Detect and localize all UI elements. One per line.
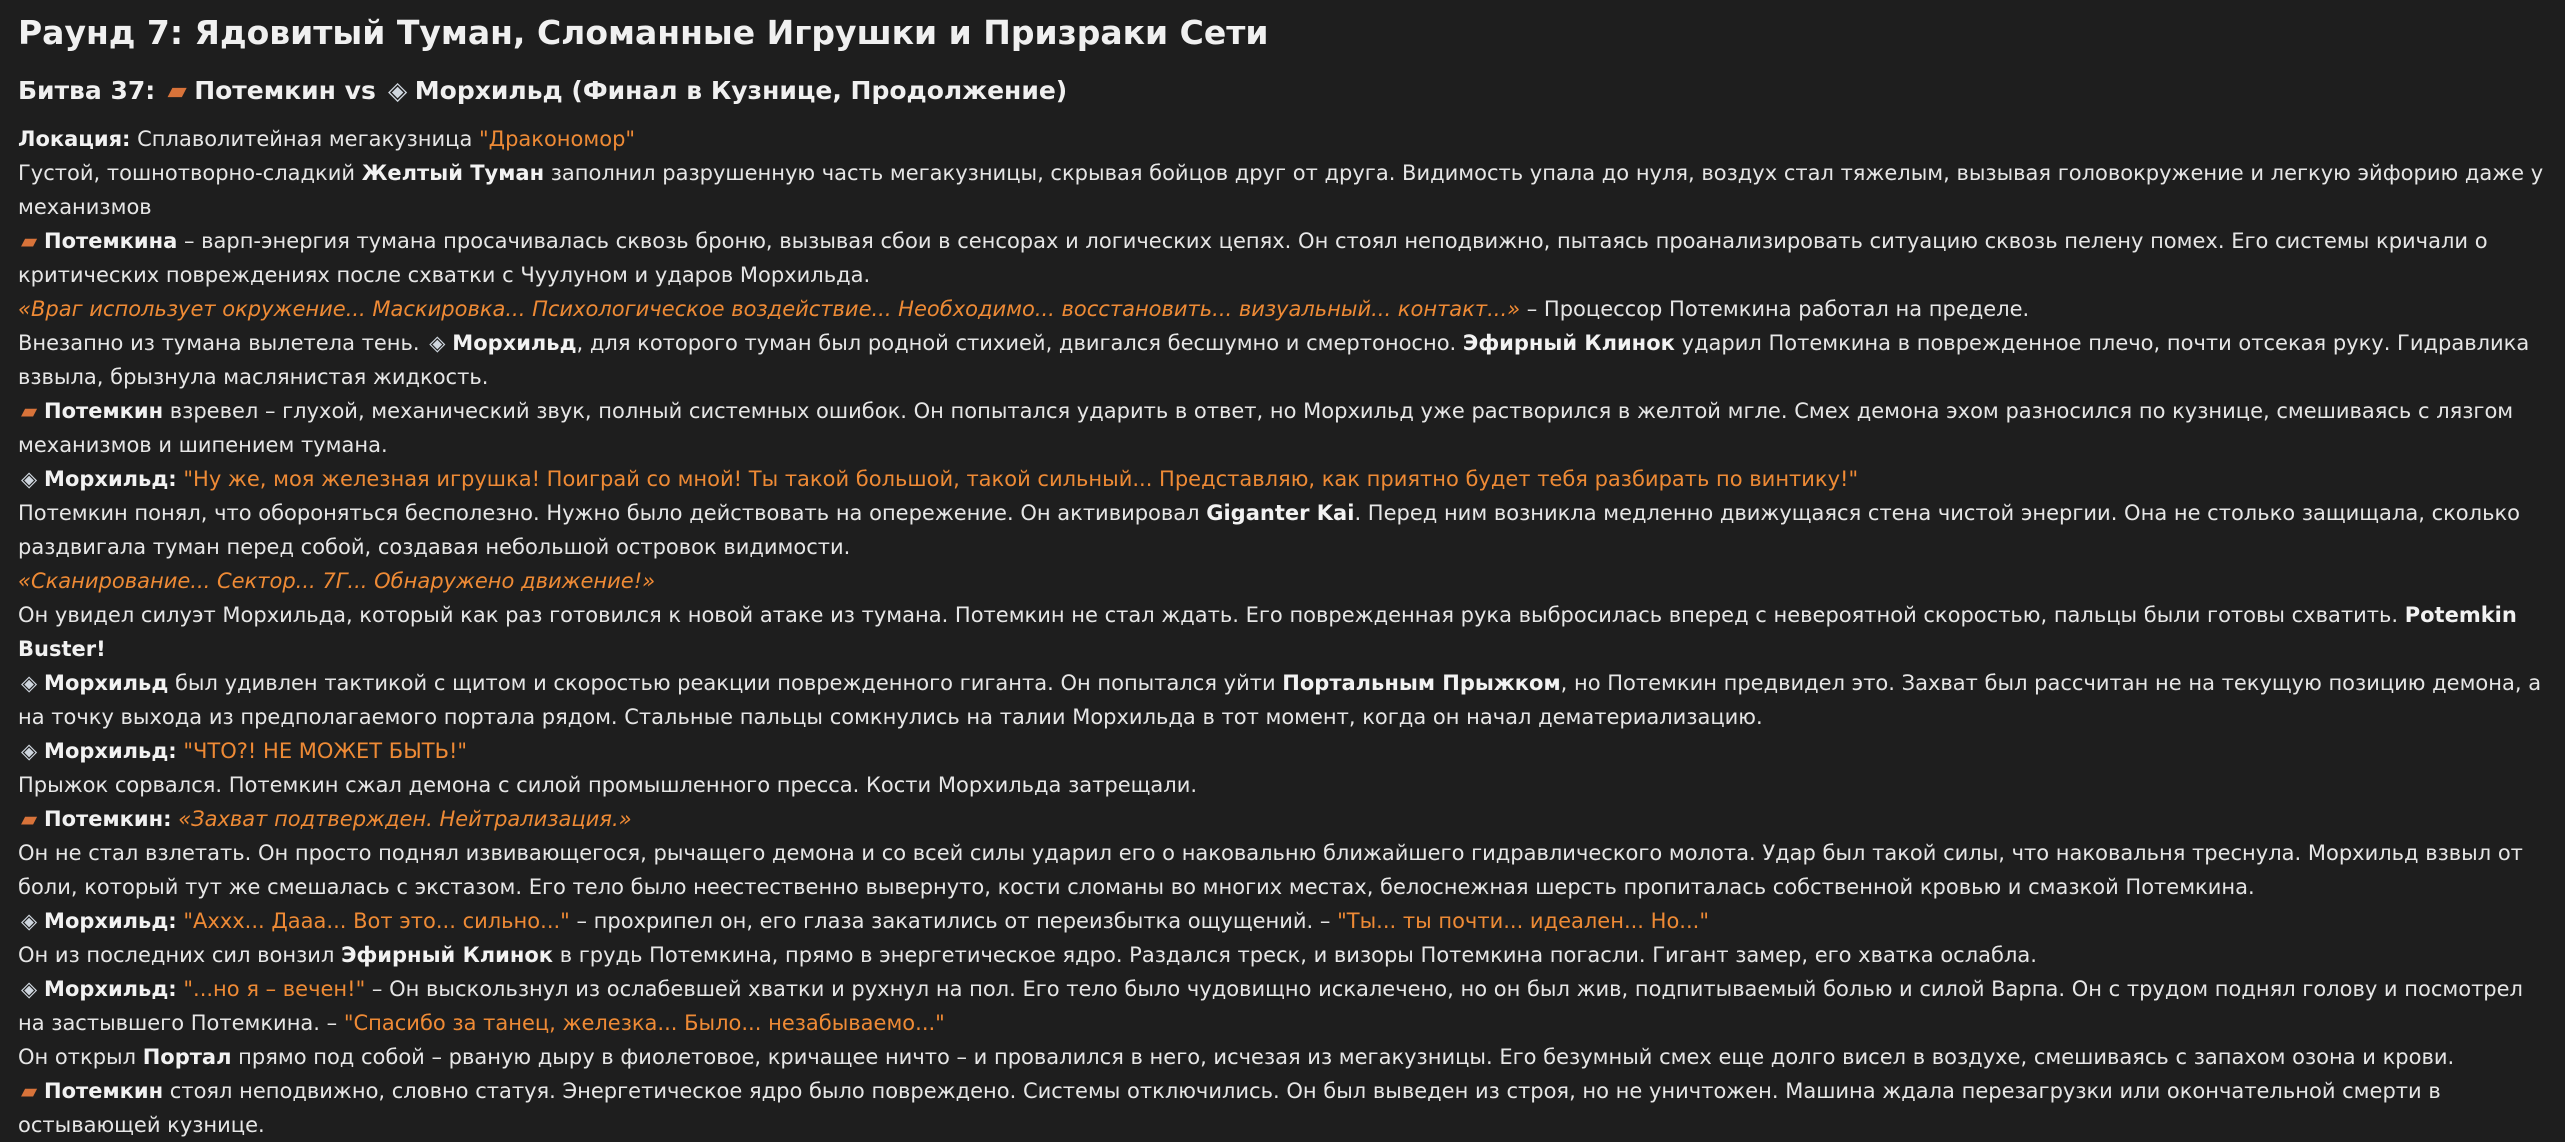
paragraph: Он из последних сил вонзил Эфирный Клинок в грудь Потемкина, прямо в энергетическое ядро. Раздался треск, и визоры Потемкина погасли. Гигант замер, его хватка ослабла.: [18, 942, 2037, 967]
paragraph: Он не стал взлетать. Он просто поднял извивающегося, рычащего демона и со всей силы ударил его о наковальню ближайшего гидравлического молота. Удар был такой силы, что наковальня треснула. Морхильд взвыл от боли, который тут же смешалась с экстазом. Его тело было неестественно вывернуто, кости сломаны во многих местах, белоснежная шерсть пропиталась собственной кровью и смазкой Потемкина.: [18, 840, 2523, 899]
paragraph: Он открыл Портал прямо под собой – рваную дыру в фиолетовое, кричащее ничто – и провалился в него, исчезая из мегакузницы. Его безумный смех еще долго висел в воздухе, смешиваясь с запахом озона и крови.: [18, 1044, 2455, 1069]
wolf-icon: ◈: [429, 330, 446, 355]
wolf-icon: ◈: [20, 908, 38, 933]
paragraph: ▰ Потемкина – варп-энергия тумана просачивалась сквозь броню, вызывая сбои в сенсорах и логических цепях. Он стоял неподвижно, пытаясь проанализировать ситуацию сквозь пелену помех. Его системы кричали о критических повреждениях после схватки с Чуулуном и ударов Морхильда.: [18, 224, 2547, 292]
brick-icon: ▰: [167, 76, 187, 106]
paragraph: ▰ Потемкин взревел – глухой, механический звук, полный системных ошибок. Он попытался ударить в ответ, но Морхильд уже растворился в желтой мгле. Смех демона эхом разносился по кузнице, смешиваясь с лязгом механизмов и шипением тумана.: [18, 394, 2547, 462]
paragraph: Густой, тошнотворно-сладкий Желтый Туман заполнил разрушенную часть мегакузницы, скрывая бойцов друг от друга. Видимость упала до нуля, воздух стал тяжелым, вызывая головокружение и легкую эйфорию даже у механизмов: [18, 160, 2544, 219]
paragraph: «Сканирование... Сектор... 7Г... Обнаружено движение!»: [18, 568, 656, 593]
dialogue-line: ◈ Морхильд: "...но я – вечен!" – Он выскользнул из ослабевшей хватки и рухнул на пол. Его тело было чудовищно искалечено, но он был жив, подпитываемый болью и силой Варпа. Он с трудом поднял голову и посмотрел на застывшего Потемкина. – "Спасибо за танец, железка... Было... незабываемо...": [18, 972, 2547, 1040]
wolf-icon: ◈: [20, 466, 38, 491]
paragraph: «Враг использует окружение... Маскировка... Психологическое воздействие... Необходимо... восстановить... визуальный... контакт...» – Процессор Потемкина работал на пределе.: [18, 296, 2030, 321]
brick-icon: ▰: [20, 228, 38, 253]
wolf-icon: ◈: [388, 76, 408, 106]
paragraph-location: Локация: Сплаволитейная мегакузница "Дракономор": [18, 126, 636, 151]
brick-icon: ▰: [20, 1078, 38, 1103]
brick-icon: ▰: [20, 398, 38, 423]
dialogue-line: ◈ Морхильд: "ЧТО?! НЕ МОЖЕТ БЫТЬ!": [18, 734, 2547, 768]
wolf-icon: ◈: [20, 976, 38, 1001]
paragraph: Он увидел силуэт Морхильда, который как раз готовился к новой атаке из тумана. Потемкин не стал ждать. Его поврежденная рука выбросилась вперед с невероятной скоростью, пальцы были готовы схватить. Potemkin Buster!: [18, 602, 2517, 661]
page-title: Раунд 7: Ядовитый Туман, Сломанные Игрушки и Призраки Сети: [18, 13, 1269, 52]
wolf-icon: ◈: [20, 738, 38, 763]
battle-heading: Битва 37: ▰ Потемкин vs ◈ Морхильд (Финал в Кузнице, Продолжение): [18, 75, 2547, 108]
paragraph: Потемкин понял, что обороняться бесполезно. Нужно было действовать на опережение. Он активировал Giganter Kai. Перед ним возникла медленно движущаяся стена чистой энергии. Она не столько защищала, сколько раздвигала туман перед собой, создавая небольшой островок видимости.: [18, 500, 2520, 559]
dialogue-line: ▰ Потемкин: «Захват подтвержден. Нейтрализация.»: [18, 802, 2547, 836]
dialogue-line: ◈ Морхильд: "Ну же, моя железная игрушка! Поиграй со мной! Ты такой большой, такой сильный... Представляю, как приятно будет тебя разбирать по винтику!": [18, 462, 2547, 496]
wolf-icon: ◈: [20, 670, 38, 695]
paragraph: ◈ Морхильд был удивлен тактикой с щитом и скоростью реакции поврежденного гиганта. Он попытался уйти Портальным Прыжком, но Потемкин предвидел это. Захват был рассчитан не на текущую позицию демона, а на точку выхода из предполагаемого портала рядом. Стальные пальцы сомкнулись на талии Морхильда в тот момент, когда он начал дематериализацию.: [18, 666, 2547, 734]
brick-icon: ▰: [20, 806, 38, 831]
dialogue-line: ◈ Морхильд: "Ахxx... Дааа... Вот это... сильно..." – прохрипел он, его глаза закатились от переизбытка ощущений. – "Ты... ты почти... идеален... Но...": [18, 904, 2547, 938]
paragraph: Внезапно из тумана вылетела тень. ◈ Морхильд, для которого туман был родной стихией, двигался бесшумно и смертоносно. Эфирный Клинок ударил Потемкина в поврежденное плечо, почти отсекая руку. Гидравлика взвыла, брызнула маслянистая жидкость.: [18, 326, 2547, 394]
paragraph: ▰ Потемкин стоял неподвижно, словно статуя. Энергетическое ядро было повреждено. Системы отключились. Он был выведен из строя, но не уничтожен. Машина ждала перезагрузки или окончательной смерти в остывающей кузнице.: [18, 1074, 2547, 1142]
paragraph: Прыжок сорвался. Потемкин сжал демона с силой промышленного пресса. Кости Морхильда затрещали.: [18, 772, 1198, 797]
